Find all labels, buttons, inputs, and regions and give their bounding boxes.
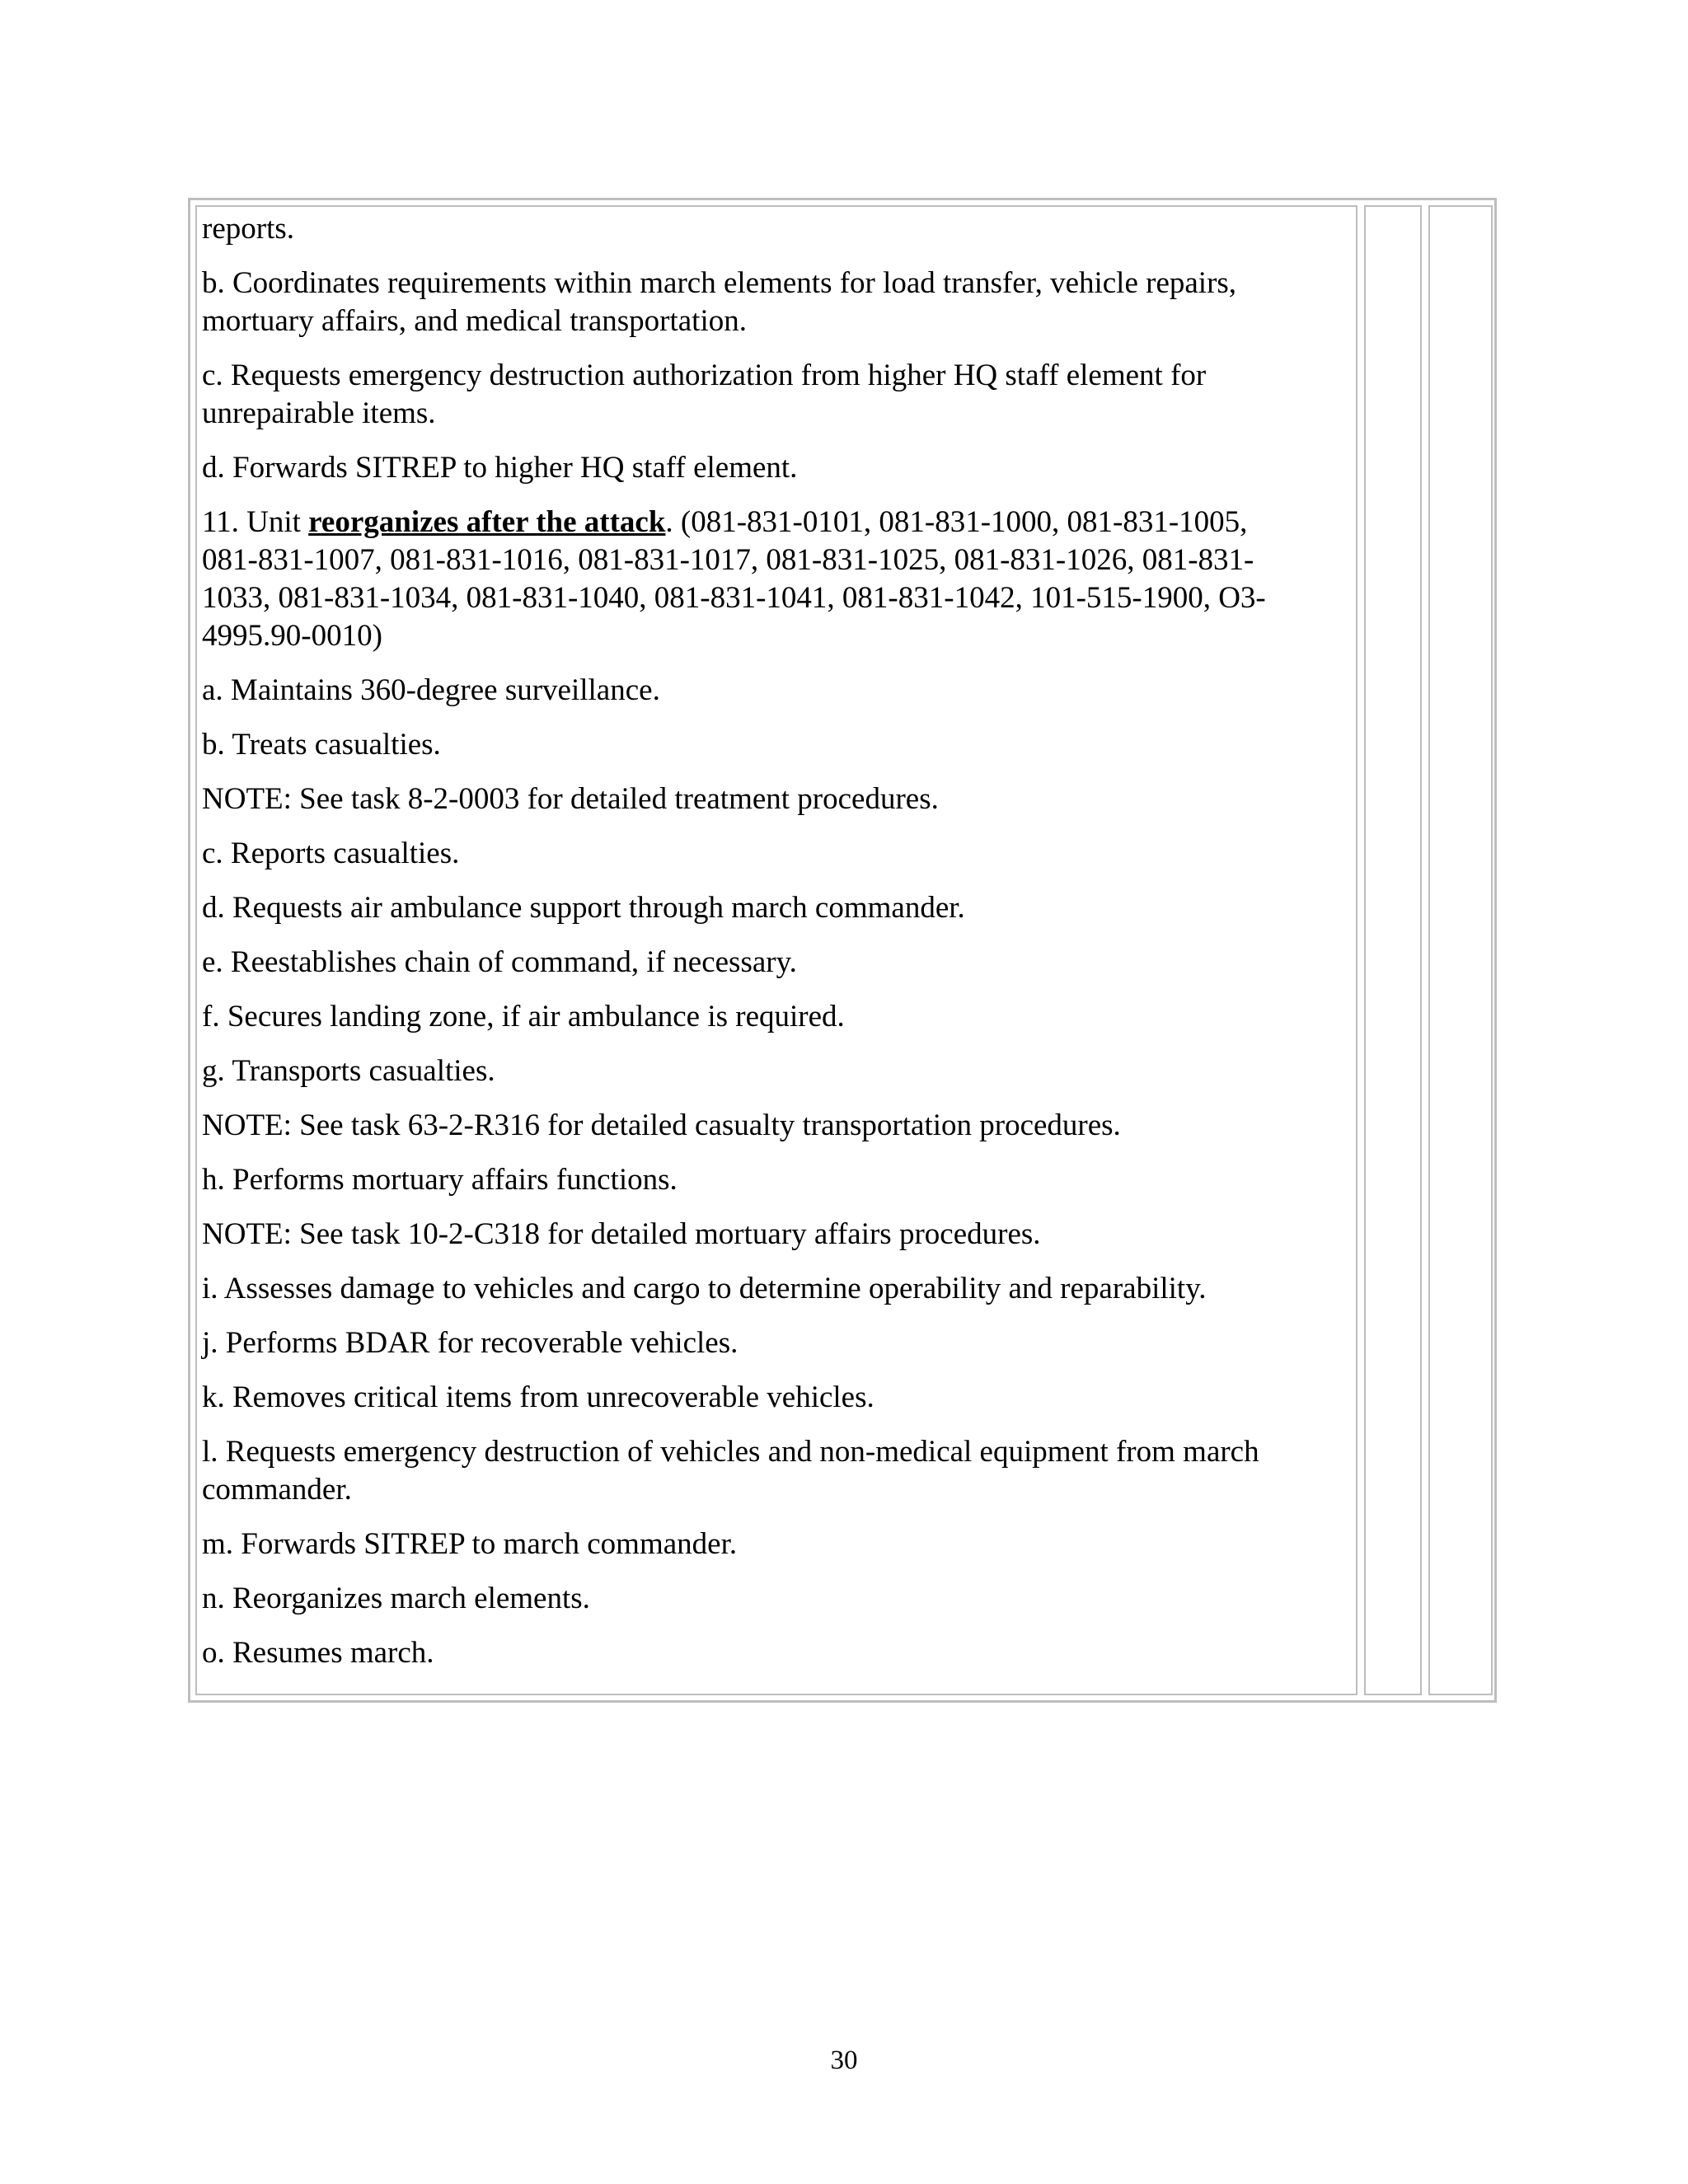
- step-11: [202, 504, 1351, 655]
- text-line: 1033, 081-831-1034, 081-831-1040, 081-831-1041, 081-831-1042, 101-515-1900, O3-: [202, 581, 1266, 615]
- text-line: d. Forwards SITREP to higher HQ staff element.: [202, 451, 798, 485]
- text-line: 081-831-1007, 081-831-1016, 081-831-1017, 081-831-1025, 081-831-1026, 081-831-: [202, 543, 1254, 577]
- substep-g: g. Transports casualties.: [202, 1054, 495, 1088]
- substep-o: o. Resumes march.: [202, 1636, 434, 1670]
- text-line: b. Coordinates requirements within march elements for load transfer, vehicle repairs,: [202, 266, 1237, 300]
- text-line: 4995.90-0010): [202, 619, 382, 653]
- substep-l: [202, 1433, 1351, 1509]
- substep-k: k. Removes critical items from unrecoverable vehicles.: [202, 1380, 874, 1414]
- substep-j: j. Performs BDAR for recoverable vehicles.: [202, 1326, 738, 1360]
- text-line: l. Requests emergency destruction of vehicles and non-medical equipment from march: [202, 1435, 1259, 1469]
- step-10b: [202, 265, 1351, 340]
- step-10c: [202, 357, 1351, 433]
- step-11-emphasis: reorganizes after the attack: [308, 505, 666, 539]
- note-treatment: NOTE: See task 8-2-0003 for detailed treatment procedures.: [202, 782, 939, 816]
- step-11-prefix: 11. Unit: [202, 505, 309, 539]
- step-10-continuation: [202, 210, 1351, 248]
- text-line: unrepairable items.: [202, 396, 436, 430]
- page-number: 30: [830, 2046, 858, 2075]
- substep-n: n. Reorganizes march elements.: [202, 1582, 590, 1615]
- text-line: c. Requests emergency destruction authorization from higher HQ staff element for: [202, 359, 1207, 392]
- text-line: commander.: [202, 1473, 352, 1507]
- substep-b: b. Treats casualties.: [202, 728, 441, 762]
- substep-c: c. Reports casualties.: [202, 837, 460, 870]
- substep-i: i. Assesses damage to vehicles and cargo to determine operability and reparability.: [202, 1272, 1207, 1305]
- substep-f: f. Secures landing zone, if air ambulance is required.: [202, 1000, 845, 1033]
- substep-d: d. Requests air ambulance support through march commander.: [202, 891, 965, 925]
- substep-m: m. Forwards SITREP to march commander.: [202, 1527, 738, 1561]
- step-11-heading-line: [202, 504, 1351, 541]
- note-casualty-transport: NOTE: See task 63-2-R316 for detailed casualty transportation procedures.: [202, 1108, 1121, 1142]
- text-line: reports.: [202, 212, 294, 246]
- step-11-suffix: . (081-831-0101, 081-831-1000, 081-831-1005,: [665, 505, 1248, 539]
- substep-h: h. Performs mortuary affairs functions.: [202, 1163, 678, 1197]
- note-mortuary-affairs: NOTE: See task 10-2-C318 for detailed mortuary affairs procedures.: [202, 1217, 1041, 1251]
- go-column-cell: [1364, 205, 1422, 1695]
- text-line: mortuary affairs, and medical transportation.: [202, 304, 747, 338]
- task-steps-cell: [195, 205, 1357, 1695]
- step-10d: [202, 449, 1351, 487]
- substep-a: a. Maintains 360-degree surveillance.: [202, 673, 660, 707]
- no-go-column-cell: [1428, 205, 1493, 1695]
- task-table: [188, 198, 1497, 1703]
- substep-e: e. Reestablishes chain of command, if necessary.: [202, 945, 797, 979]
